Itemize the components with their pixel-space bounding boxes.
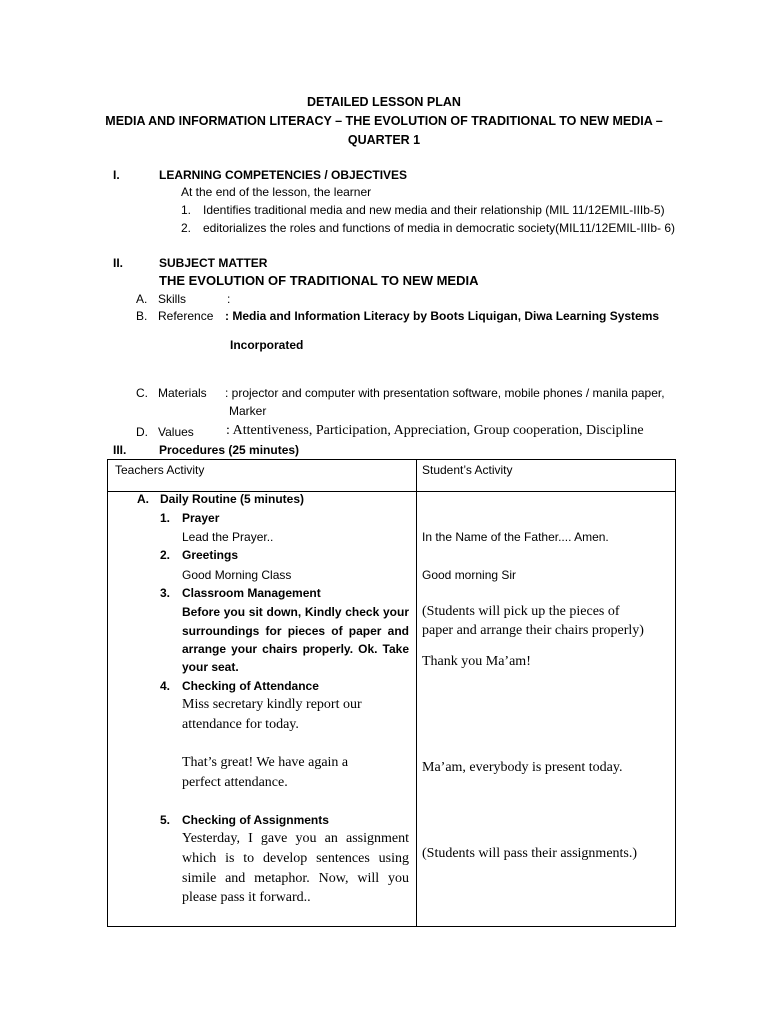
doc-subtitle: MEDIA AND INFORMATION LITERACY – THE EVOLUTION OF TRADITIONAL TO NEW MEDIA – (105, 114, 663, 128)
section-1-intro: At the end of the lesson, the learner (181, 185, 372, 199)
step-4-teacher-line-2: attendance for today. (182, 717, 299, 732)
step-3-student-line-2: paper and arrange their chairs properly) (422, 623, 644, 638)
step-5-teacher-line-4: please pass it forward.. (182, 890, 311, 905)
step-4-teacher-line-1: Miss secretary kindly report our (182, 697, 362, 712)
step-3-teacher-line-2: surroundings for pieces of paper and (182, 624, 409, 638)
step-2-student: Good morning Sir (422, 568, 517, 582)
step-4-num: 4. (160, 679, 171, 693)
section-1-title: LEARNING COMPETENCIES / OBJECTIVES (159, 168, 408, 182)
section-3-title: Procedures (25 minutes) (159, 443, 300, 457)
step-3-student-line-1: (Students will pick up the pieces of (422, 604, 620, 619)
reference-label: Reference (158, 309, 214, 323)
col-header-teacher: Teachers Activity (115, 463, 205, 477)
step-1-title: Prayer (182, 511, 220, 525)
values-value: : Attentiveness, Participation, Appreciation, Group cooperation, Discipline (226, 423, 644, 438)
step-5-teacher-line-2: which is to develop sentences using (182, 851, 409, 866)
skills-letter: A. (136, 292, 148, 306)
step-4-teacher-line-4: perfect attendance. (182, 775, 288, 790)
materials-label: Materials (158, 386, 207, 400)
values-letter: D. (136, 425, 148, 439)
procedures-table (107, 459, 676, 927)
materials-letter: C. (136, 386, 148, 400)
reference-value-cont: Incorporated (230, 338, 304, 352)
step-3-teacher-line-1: Before you sit down, Kindly check your (182, 605, 409, 619)
objective-1: Identifies traditional media and new media and their relationship (MIL 11/12EMIL-IIIb-5) (203, 203, 665, 217)
step-1-student: In the Name of the Father.... Amen. (422, 530, 609, 544)
routine-title: Daily Routine (5 minutes) (160, 492, 305, 506)
step-5-teacher-line-3: simile and metaphor. Now, will you (182, 871, 409, 886)
section-2-title: SUBJECT MATTER (159, 256, 268, 270)
step-1-num: 1. (160, 511, 171, 525)
objective-1-num: 1. (181, 203, 192, 217)
step-5-teacher-line-1: Yesterday, I gave you an assignment (182, 831, 409, 846)
step-3-teacher-line-4: your seat. (182, 660, 239, 674)
doc-title: DETAILED LESSON PLAN (307, 95, 461, 109)
section-2-numeral: II. (113, 256, 124, 270)
step-2-num: 2. (160, 548, 171, 562)
step-4-student: Ma’am, everybody is present today. (422, 760, 623, 775)
step-3-student-line-3: Thank you Ma’am! (422, 654, 531, 669)
step-5-title: Checking of Assignments (182, 813, 329, 827)
step-4-title: Checking of Attendance (182, 679, 319, 693)
step-3-title: Classroom Management (182, 586, 321, 600)
values-label: Values (158, 425, 194, 439)
step-3-teacher-line-3: arrange your chairs properly. Ok. Take (182, 642, 409, 656)
step-5-student: (Students will pass their assignments.) (422, 846, 638, 861)
reference-letter: B. (136, 309, 148, 323)
step-1-teacher: Lead the Prayer.. (182, 530, 274, 544)
materials-value-cont: Marker (229, 404, 267, 418)
step-3-num: 3. (160, 586, 171, 600)
step-4-teacher-line-3: That’s great! We have again a (182, 755, 349, 770)
col-header-student: Student’s Activity (422, 463, 513, 477)
skills-label: Skills (158, 292, 187, 306)
objective-2-num: 2. (181, 221, 192, 235)
skills-sep: : (227, 292, 231, 306)
materials-value: : projector and computer with presentation software, mobile phones / manila paper, (225, 386, 665, 400)
reference-value: : Media and Information Literacy by Boots Liquigan, Diwa Learning Systems (225, 309, 660, 323)
column-divider (416, 460, 417, 926)
section-3-numeral: III. (113, 443, 127, 457)
routine-letter: A. (137, 492, 149, 506)
step-5-num: 5. (160, 813, 171, 827)
step-2-teacher: Good Morning Class (182, 568, 292, 582)
section-2-subtitle: THE EVOLUTION OF TRADITIONAL TO NEW MEDIA (159, 273, 479, 288)
objective-2: editorializes the roles and functions of media in democratic society(MIL11/12EMIL-IIIb- 6) (203, 221, 675, 235)
section-1-numeral: I. (113, 168, 120, 182)
doc-quarter: QUARTER 1 (347, 133, 421, 147)
step-2-title: Greetings (182, 548, 239, 562)
